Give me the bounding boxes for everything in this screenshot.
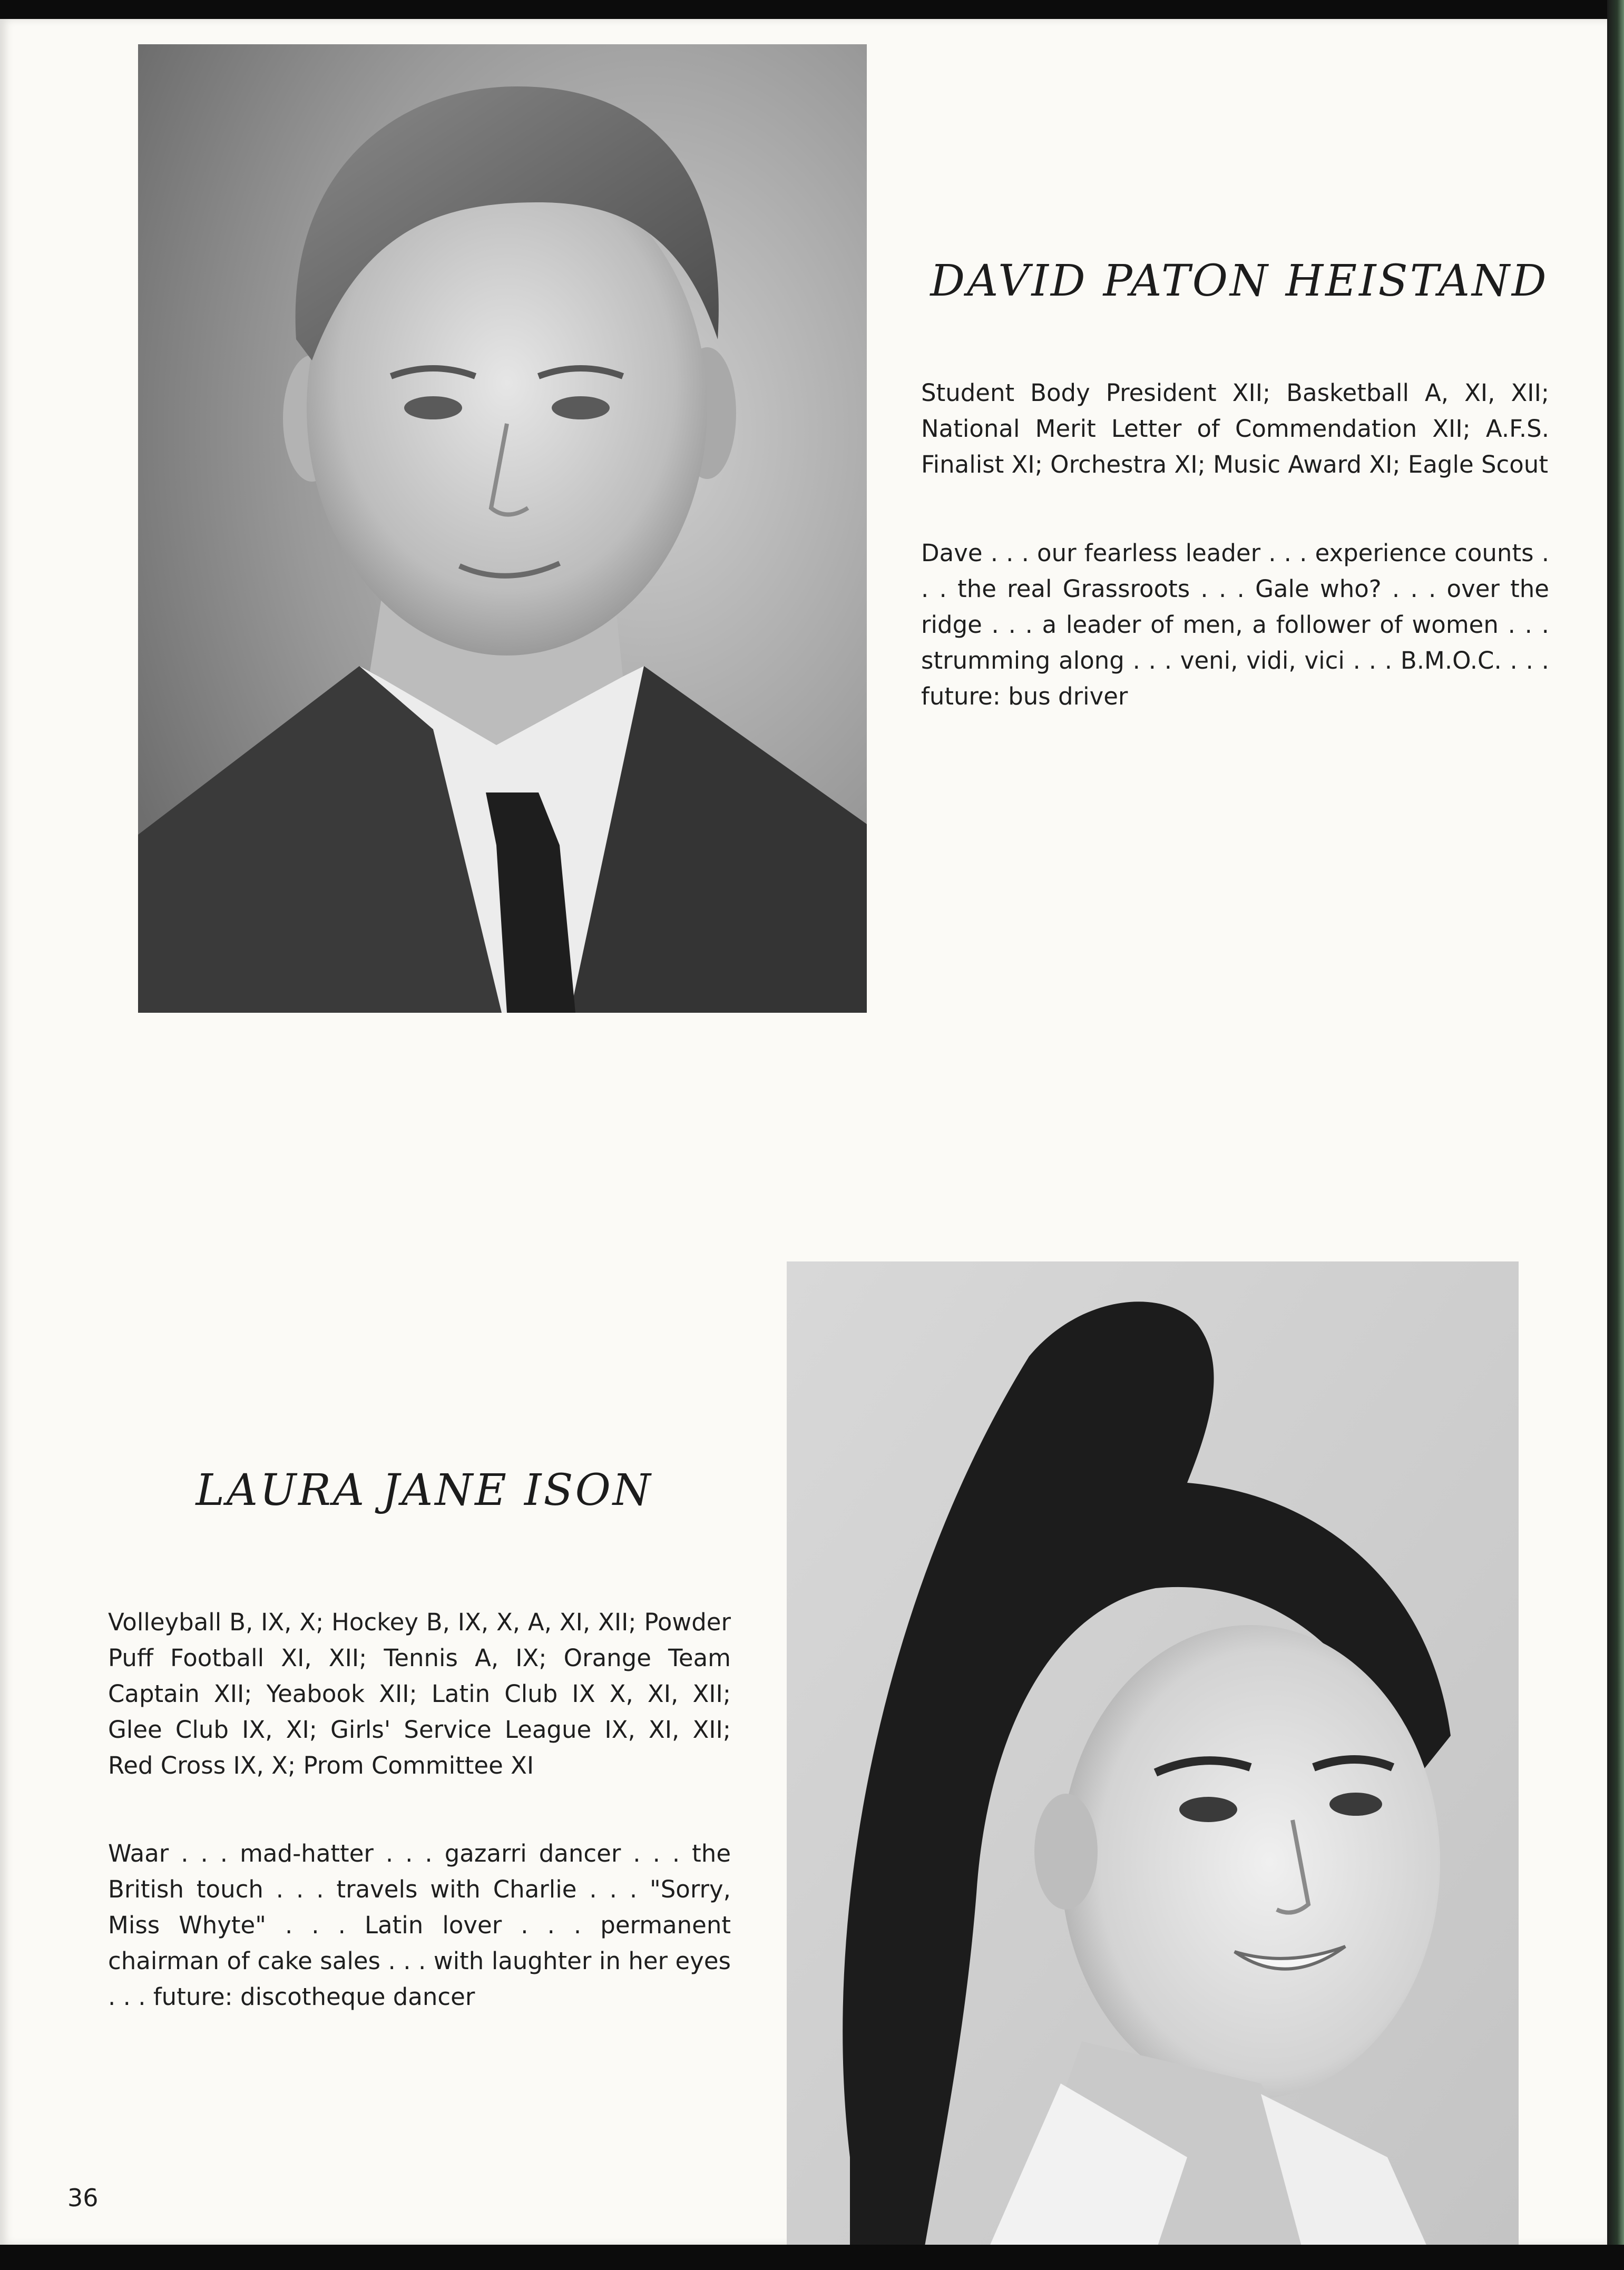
senior-quote: Dave . . . our fearless leader . . . experience counts . . . the real Grassroots . . . Gale who? . . . over the ridge . . . a leader of men, a follower of women . . . strumming along . . . veni, vidi, vici . . . B.M.O.C. . . . future: bus driver [921, 539, 1549, 710]
senior-name: LAURA JANE ISON [195, 1465, 653, 1515]
activities-list: Student Body President XII; Basketball A, XI, XII; National Merit Letter of Commendation XII; A.F.S. Finalist XI; Orchestra XI; Music Award XI; Eagle Scout [921, 379, 1549, 478]
scan-border-right [1607, 0, 1624, 2270]
yearbook-page [0, 19, 1607, 2245]
portrait-photo-laura [787, 1261, 1519, 2252]
activities-list: Volleyball B, IX, X; Hockey B, IX, X, A, XI, XII; Powder Puff Football XI, XII; Tennis A, IX; Orange Team Captain XII; Yeabook XII; Latin Club IX X, XI, XII; Glee Club IX, XI; Girls' Service League IX, XI, XII; Red Cross IX, X; Prom Committee XI [108, 1608, 731, 1779]
senior-name: DAVID PATON HEISTAND [930, 256, 1549, 306]
portrait-photo-david [138, 44, 867, 1013]
page-number: 36 [67, 2184, 99, 2212]
scan-border-bottom [0, 2245, 1624, 2270]
senior-quote: Waar . . . mad-hatter . . . gazarri dancer . . . the British touch . . . travels with Charlie . . . "Sorry, Miss Whyte" . . . Latin lover . . . permanent chairman of cake sales . . . with laughter in her eyes . . . future: discotheque dancer [108, 1840, 731, 2011]
